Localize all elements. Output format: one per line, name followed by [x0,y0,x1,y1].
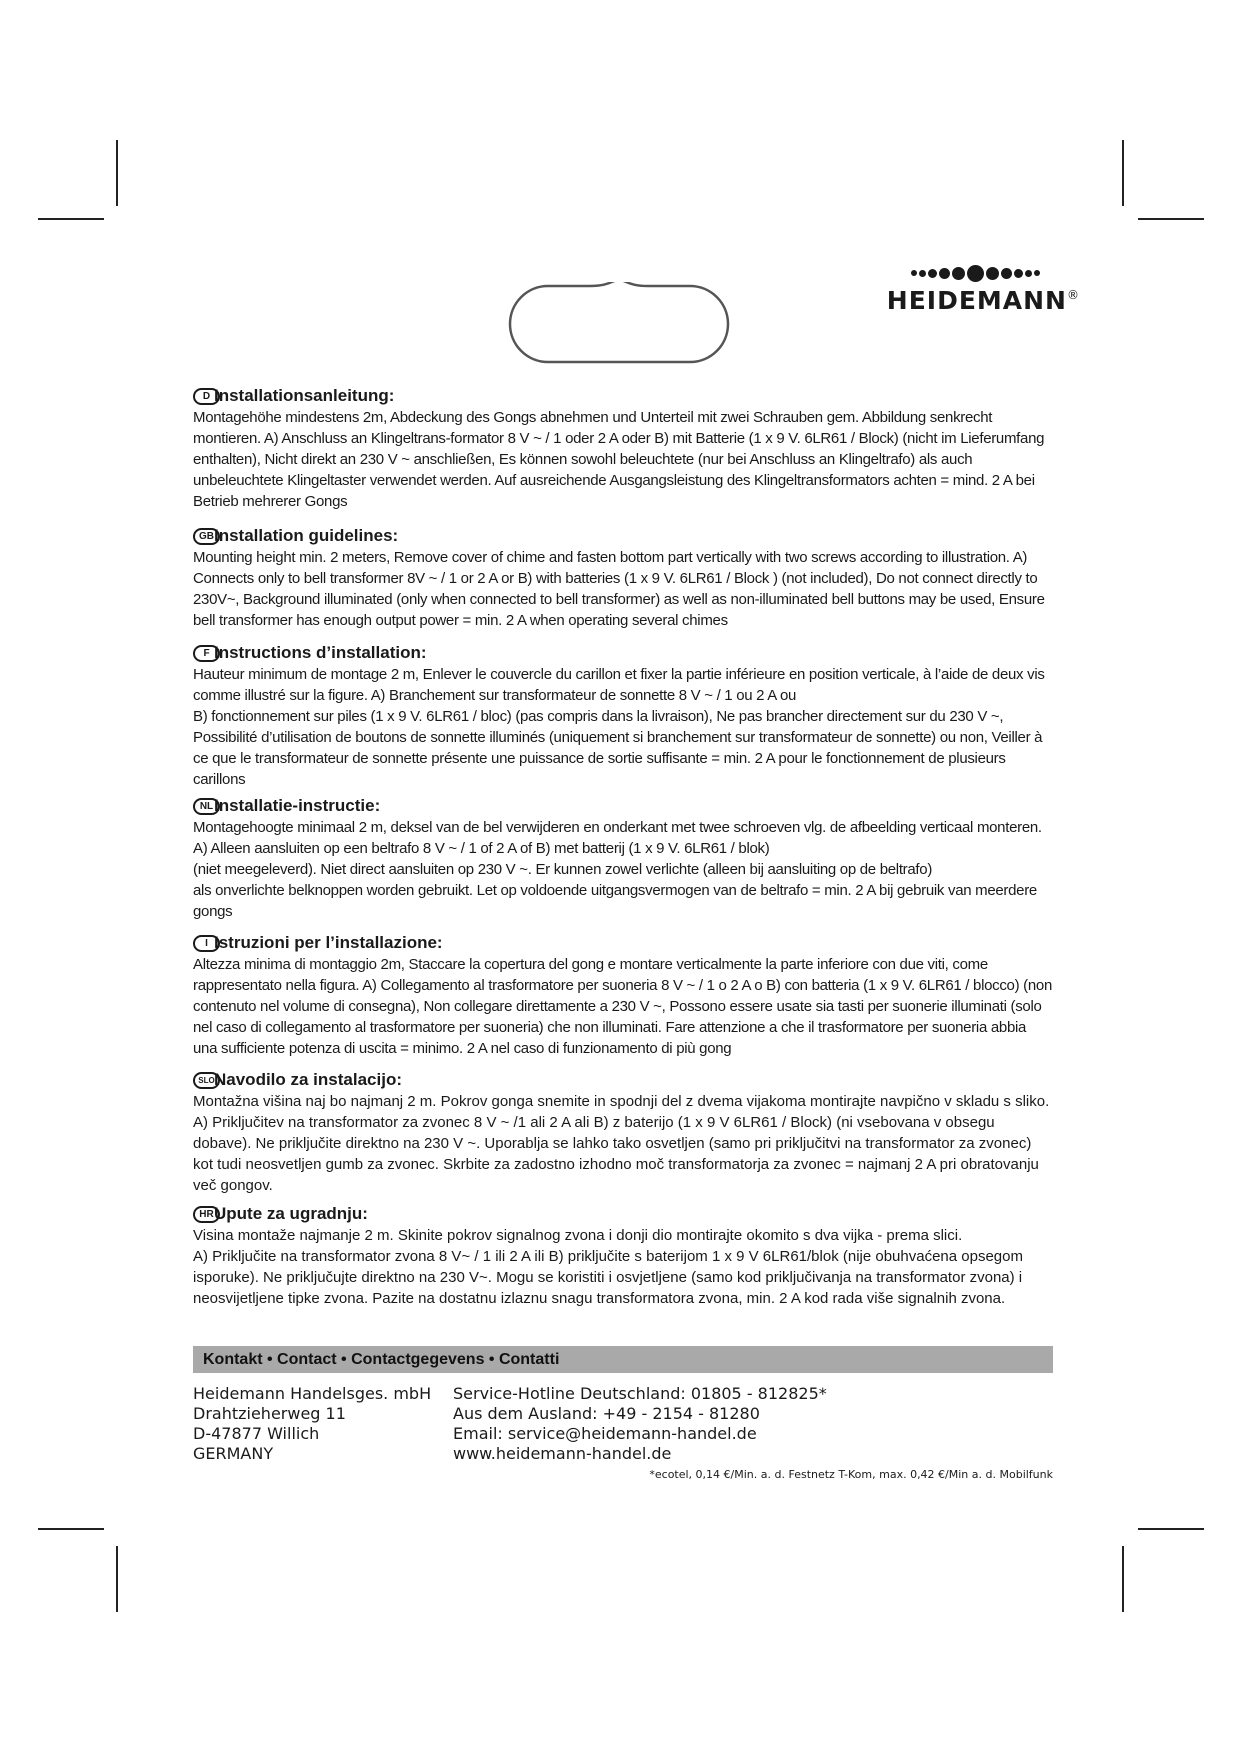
section-title: GB Installation guidelines: [193,525,1053,547]
crop-mark [1122,1546,1124,1612]
crop-mark [1138,218,1204,220]
service-abroad: Aus dem Ausland: +49 - 2154 - 81280 [453,1404,760,1423]
crop-mark [1138,1528,1204,1530]
section-title: I Istruzioni per l’installazione: [193,932,1053,954]
language-badge: I [193,935,220,952]
crop-mark [38,218,104,220]
section-text: Hauteur minimum de montage 2 m, Enlever le couvercle du carillon et fixer la partie inférieure en position verticale, à l’aide de deux vis comme illustré sur la figure. A) Branchement sur transformateur de sonnette 8 V ~ / 1 ou 2 A ou B) fonctionnement sur piles (1 x 9 V. 6LR61 / bloc) (pas compris dans la livraison), Ne pas brancher directement sur du 230 V ~, Possibilité d’utilisation de boutons de sonnette illuminés (uniquement si branchement sur transformateur de sonnette) ou non, Veiller à ce que le transformateur de sonnette présente une puissance de sortie suffisante = min. 2 A pour le fonctionnement de plusieurs carillons [193,666,1045,788]
crop-mark [116,140,118,206]
section-text: Montažna višina naj bo najmanj 2 m. Pokrov gonga snemite in spodnji del z dvema vijakoma montirajte navpično v skladu s sliko. A) Priključitev na transformator za zvonec 8 V ~ /1 ali 2 A ali B) z baterijo (1 x 9 V 6LR61 / Block) (ni vsebovana v obsegu dobave). Ne priključite direktno na 230 V ~. Uporablja se lahko tako osvetljen (samo pri priključitvi na transformator za zvonec) kot tudi neosvetljen gumb za zvonec. Skrbite za zadostno izhodno moč transformatorja za zvonec = najmanj 2 A pri obratovanju več gongov. [193,1093,1050,1194]
contact-service [453,1384,827,1464]
crop-mark [1122,140,1124,206]
section-hr [193,1203,1053,1309]
heidemann-dots-icon [870,262,1080,284]
section-title: D Installationsanleitung: [193,385,1053,407]
chime-outline-icon [508,282,730,364]
service-website: www.heidemann-handel.de [453,1444,672,1463]
section-fr [193,642,1053,790]
section-it [193,932,1053,1059]
brand-logo [870,262,1080,318]
language-badge: F [193,645,220,662]
address-line: GERMANY [193,1444,274,1463]
section-text: Montagehöhe mindestens 2m, Abdeckung des Gongs abnehmen und Unterteil mit zwei Schrauben gem. Abbildung senkrecht montieren. A) Anschluss an Klingeltrans-formator 8 V ~ / 1 oder 2 A oder B) mit Batterie (1 x 9 V. 6LR61 / Block) (nicht im Lieferumfang enthalten), Nicht direkt an 230 V ~ anschließen, Es können sowohl beleuchtete (nur bei Anschluss an Klingeltrafo) als auch unbeleuchtete Klingeltaster verwendet werden. Auf ausreichende Ausgangsleistung des Klingeltransformators achten = mind. 2 A bei Betrieb mehrerer Gongs [193,409,1045,510]
language-badge: NL [193,798,220,815]
section-text: Mounting height min. 2 meters, Remove cover of chime and fasten bottom part vertically with two screws according to illustration. A) Connects only to bell transformer 8V ~ / 1 or 2 A or B) with batteries (1 x 9 V. 6LR61 / Block ) (not included), Do not connect directly to 230V~, Background illuminated (only when connected to bell transformer) as well as non-illuminated bell buttons may be used, Ensure bell transformer has enough output power = min. 2 A when operating several chimes [193,549,1045,629]
section-gb [193,525,1053,631]
contact-address [193,1384,431,1464]
brand-name: HEIDEMANN® [886,286,1080,315]
section-text: Visina montaže najmanje 2 m. Skinite pokrov signalnog zvona i donji dio montirajte okomito s dva vijka - prema slici. A) Priključite na transformator zvona 8 V~ / 1 ili 2 A ili B) priključite s baterijom 1 x 9 V 6LR61/blok (nije obuhvaćena opsegom isporuke). Ne priključujte direktno na 230 V~. Mogu se koristiti i osvjetljene (samo kod priključivanja na transformator zvona) i neosvijetljene tipke zvona. Pazite na dostatnu izlaznu snagu transformatora zvona, min. 2 A kod rada više signalnih zvona. [193,1227,1023,1307]
contact-heading: Kontakt • Contact • Contactgegevens • Contatti [193,1346,1053,1373]
language-badge: SLO [193,1072,220,1089]
service-email: Email: service@heidemann-handel.de [453,1424,757,1443]
section-title: SLO Navodilo za instalacijo: [193,1069,1053,1091]
section-nl [193,795,1053,922]
section-title: F Instructions d’installation: [193,642,1053,664]
language-badge: GB [193,528,220,545]
section-title: HR Upute za ugradnju: [193,1203,1053,1225]
language-badge: D [193,388,220,405]
section-title: NL Installatie-instructie: [193,795,1053,817]
section-text: Montagehoogte minimaal 2 m, deksel van de bel verwijderen en onderkant met twee schroeven vlg. de afbeelding verticaal monteren. A) Alleen aansluiten op een beltrafo 8 V ~ / 1 of 2 A of B) met batterij (1 x 9 V. 6LR61 / blok) (niet meegeleverd). Niet direct aansluiten op 230 V ~. Er kunnen zowel verlichte (alleen bij aansluiting op de beltrafo) als onverlichte belknoppen worden gebruikt. Let op voldoende uitgangsvermogen van de beltrafo = min. 2 A bij gebruik van meerdere gongs [193,819,1042,920]
address-line: D-47877 Willich [193,1424,320,1443]
address-line: Drahtzieherweg 11 [193,1404,346,1423]
address-line: Heidemann Handelsges. mbH [193,1384,432,1403]
crop-mark [38,1528,104,1530]
crop-mark [116,1546,118,1612]
pricing-footnote: *ecotel, 0,14 €/Min. a. d. Festnetz T-Kom, max. 0,42 €/Min a. d. Mobilfunk [649,1468,1053,1481]
section-slo [193,1069,1053,1196]
language-badge: HR [193,1206,220,1223]
section-text: Altezza minima di montaggio 2m, Staccare la copertura del gong e montare verticalmente la parte inferiore con due viti, come rappresentato nella figura. A) Collegamento al trasformatore per suoneria 8 V ~ / 1 o 2 A o B) con batteria (1 x 9 V. 6LR61 / blocco) (non contenuto nel volume di consegna), Non collegare direttamente a 230 V ~, Possono essere usate sia tasti per suonerie illuminati (solo nel caso di collegamento al trasformatore per suoneria) che non illuminati. Fare attenzione a che il trasformatore per suoneria abbia una sufficiente potenza di uscita = minimo. 2 A nel caso di funzionamento di più gong [193,956,1052,1057]
service-hotline: Service-Hotline Deutschland: 01805 - 812825* [453,1384,827,1403]
section-de [193,385,1053,512]
